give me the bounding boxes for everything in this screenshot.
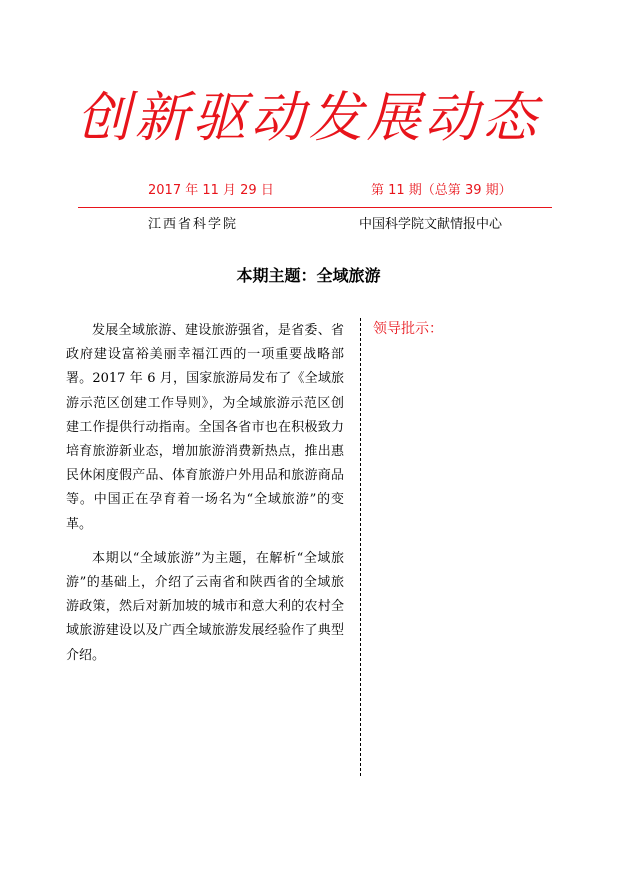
body-paragraph-2: 本期以“全域旅游”为主题，在解析“全域旅游”的基础上，介绍了云南省和陕西省的全域旅游政策，然后对新加坡的城市和意大利的农村全域旅游建设以及广西全域旅游发展经验作了典型介绍。 (66, 550, 344, 663)
issue-date: 2017 年 11 月 29 日 (148, 183, 274, 198)
leader-comment-label: 领导批示： (373, 321, 443, 337)
issue-topic: 本期主题：全域旅游 (236, 266, 381, 285)
body-paragraph-1: 发展全域旅游、建设旅游强省，是省委、省政府建设富裕美丽幸福江西的一项重要战略部署。2017 年 6 月，国家旅游局发布了《全域旅游示范区创建工作导则》，为全域旅游示范区创建工作提供行动指南。全国各省市也在积极致力培育旅游新业态，增加旅游消费新热点，推出惠民休闲度假产品、体育旅游户外用品和旅游商品等。中国正在孕育着一场名为“全域旅游”的变革。 (66, 323, 344, 532)
issue-number: 第 11 期（总第 39 期） (371, 183, 512, 198)
center-name: 中国科学院文献情报中心 (359, 217, 503, 232)
masthead-title: 创新驱动发展动态 (76, 86, 541, 149)
header-rule (78, 207, 552, 208)
column-divider (360, 318, 361, 776)
publisher-name: 江西省科学院 (148, 217, 239, 232)
body-text (66, 319, 344, 678)
